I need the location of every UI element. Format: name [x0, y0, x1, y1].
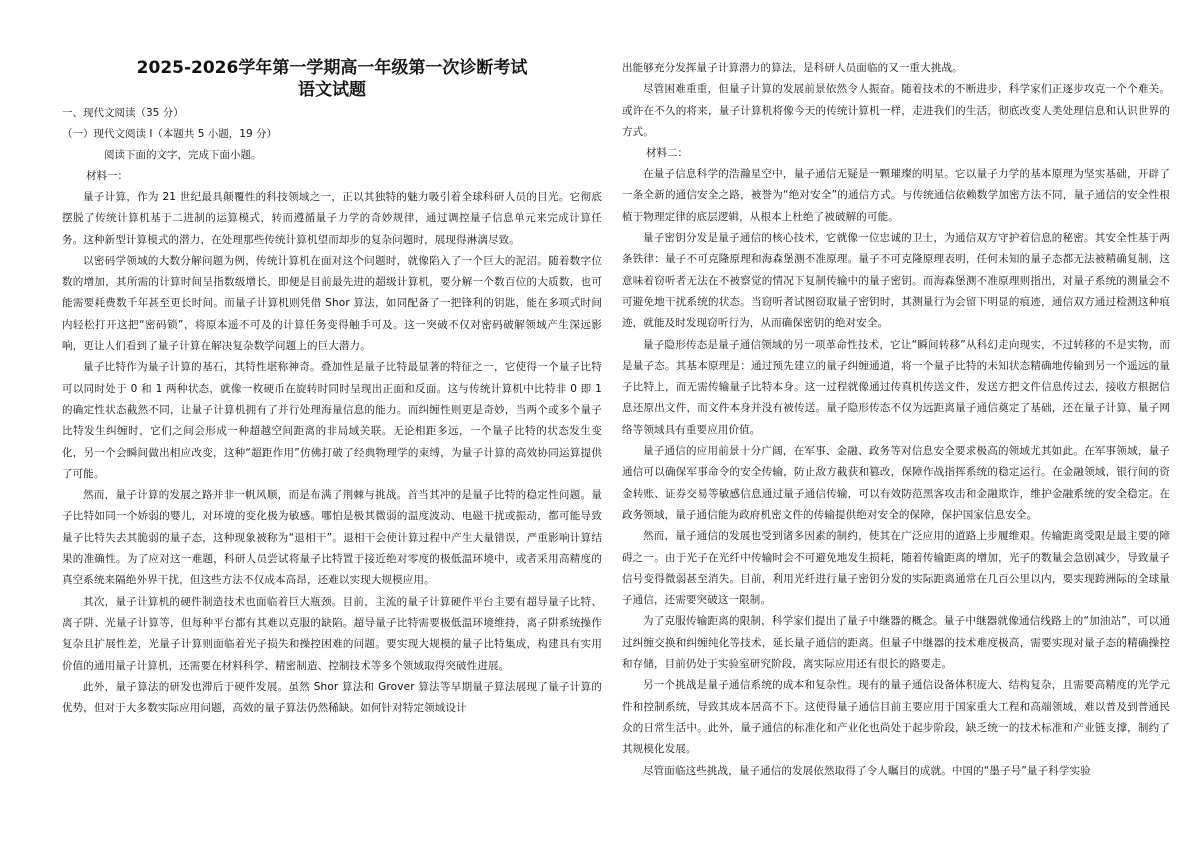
- paragraph: 量子计算，作为 21 世纪最具颠覆性的科技领域之一，正以其独特的魅力吸引着全球科研人员的目光。它彻底摆脱了传统计算机基于二进制的运算模式，转而遵循量子力学的奇妙规律，通过调控量子信息单元来完成计算任务。这种新型计算模式的潜力，在处理那些传统计算机望而却步的复杂问题时，展现得淋漓尽致。: [62, 191, 602, 246]
- material-one-label: 材料一：: [86, 170, 128, 182]
- exam-title: 2025-2026学年第一学期高一年级第一次诊断考试: [136, 58, 528, 78]
- paragraph: 然而，量子计算的发展之路并非一帆风顺，而是布满了荆棘与挑战。首当其冲的是量子比特的稳定性问题。量子比特如同一个娇弱的婴儿，对环境的变化极为敏感。哪怕是极其微弱的温度波动、电磁干扰或振动，都可能导致量子比特失去其脆弱的量子态，这种现象被称为“退相干”。退相干会使计算过程中产生大量错误，严重影响计算结果的准确性。为了应对这一难题，科研人员尝试将量子比特置于接近绝对零度的极低温环境中，或者采用高精度的真空系统来隔绝外界干扰，但这些方法不仅成本高昂，还难以实现大规模应用。: [62, 489, 602, 587]
- paragraph: 量子密钥分发是量子通信的核心技术，它就像一位忠诚的卫士，为通信双方守护着信息的秘密。其安全性基于两条铁律：量子不可克隆原理和海森堡测不准原理。量子不可克隆原理表明，任何未知的量子态都无法被精确复制，这意味着窃听者无法在不被察觉的情况下复制传输中的量子密钥。而海森堡测不准原理则指出，对量子系统的测量会不可避免地干扰系统的状态。当窃听者试图窃取量子密钥时，其测量行为会留下明显的痕迹，通信双方通过检测这种痕迹，就能及时发现窃听行为，从而确保密钥的绝对安全。: [622, 232, 1170, 330]
- left-body: [62, 103, 602, 719]
- paragraph: 尽管面临这些挑战，量子通信的发展依然取得了令人瞩目的成就。中国的“墨子号”量子科学实验: [643, 764, 1091, 777]
- paragraph-continued: 出能够充分发挥量子计算潜力的算法，是科研人员面临的又一重大挑战。: [622, 62, 963, 74]
- paragraph: 其次，量子计算机的硬件制造技术也面临着巨大瓶颈。目前，主流的量子计算硬件平台主要有超导量子比特、离子阱、光量子计算等，但每种平台都有其难以克服的缺陷。超导量子比特需要极低温环境维持，离子阱系统操作复杂且扩展性差，光量子计算则面临着光子损失和操控困难的问题。要实现大规模的量子比特集成，构建具有实用价值的通用量子计算机，还需要在材料科学、精密制造、控制技术等多个领域取得突破性进展。: [62, 595, 602, 672]
- paragraph: 为了克服传输距离的限制，科学家们提出了量子中继器的概念。量子中继器就像通信线路上的“加油站”，可以通过纠缠交换和纠缠纯化等技术，延长量子通信的距离。但量子中继器的技术难度极高，需要实现对量子态的精确操控和存储，目前仍处于实验室研究阶段，离实际应用还有很长的路要走。: [622, 615, 1170, 671]
- paragraph: 尽管困难重重，但量子计算的发展前景依然令人振奋。随着技术的不断进步，科学家们正逐步攻克一个个难关。或许在不久的将来，量子计算机将像今天的传统计算机一样，走进我们的生活，彻底改变人类处理信息和认识世界的方式。: [622, 83, 1170, 138]
- material-two-label: 材料二：: [646, 147, 688, 160]
- paragraph: 此外，量子算法的研发也滞后于硬件发展。虽然 Shor 算法和 Grover 算法等早期量子算法展现了量子计算的优势，但对于大多数实际应用问题，高效的量子算法仍然稀缺。如何针对特定领域设计: [62, 680, 602, 715]
- paragraph: 量子通信的应用前景十分广阔，在军事、金融、政务等对信息安全要求极高的领域尤其如此。在军事领域，量子通信可以确保军事命令的安全传输，防止敌方截获和篡改，保障作战指挥系统的稳定运行。在金融领域，银行间的资金转账、证券交易等敏感信息通过量子通信传输，可以有效防范黑客攻击和金融欺诈，维护金融系统的安全稳定。在政务领域，量子通信能为政府机密文件的传输提供绝对安全的保障，保护国家信息安全。: [622, 445, 1170, 521]
- subsection-heading: （一）现代文阅读 I（本题共 5 小题，19 分）: [62, 128, 277, 140]
- exam-subtitle: 语文试题: [298, 80, 366, 100]
- paragraph: 量子比特作为量子计算的基石，其特性堪称神奇。叠加性是量子比特最显著的特征之一，它使得一个量子比特可以同时处于 0 和 1 两种状态，就像一枚硬币在旋转时同时呈现出正面和反面。这与传统计算机中比特非 0 即 1 的确定性状态截然不同，让量子计算机拥有了并行处理海量信息的能力。而纠缠性则更是奇妙，当两个或多个量子比特发生纠缠时，它们之间会形成一种超越空间距离的非局域关联。无论相距多远，一个量子比特的状态发生变化，另一个会瞬间做出相应改变，这种“超距作用”仿佛打破了经典物理学的束缚，为量子计算的高效协同运算提供了可能。: [62, 361, 602, 480]
- paragraph: 量子隐形传态是量子通信领域的另一项革命性技术，它让“瞬间转移”从科幻走向现实，不过转移的不是实物，而是量子态。其基本原理是：通过预先建立的量子纠缠通道，将一个量子比特的未知状态精确地传输到另一个遥远的量子比特上，而无需传输量子比特本身。这一过程就像通过传真机传送文件，发送方把文件信息传过去，接收方根据信息还原出文件，而文件本身并没有被传送。量子隐形传态不仅为远距离量子通信奠定了基础，还在量子计算、量子网络等领域具有重要应用价值。: [622, 338, 1170, 436]
- paragraph: 在量子信息科学的浩瀚星空中，量子通信无疑是一颗璀璨的明星。它以量子力学的基本原理为坚实基础，开辟了一条全新的通信安全之路，被誉为“绝对安全”的通信方式。与传统通信依赖数学加密方法不同，量子通信的安全性根植于物理定律的底层逻辑，从根本上杜绝了被破解的可能。: [622, 168, 1170, 223]
- paragraph: 另一个挑战是量子通信系统的成本和复杂性。现有的量子通信设备体积庞大、结构复杂，且需要高精度的光学元件和控制系统，导致其成本居高不下。这使得量子通信目前主要应用于国家重大工程和高端领域，难以普及到普通民众的日常生活中。此外，量子通信的标准化和产业化也尚处于起步阶段，缺乏统一的技术标准和产业链支撑，制约了其规模化发展。: [622, 679, 1170, 756]
- paragraph: 以密码学领域的大数分解问题为例，传统计算机在面对这个问题时，就像陷入了一个巨大的泥沼。随着数字位数的增加，其所需的计算时间呈指数级增长，即便是目前最先进的超级计算机，要分解一个数百位的大质数，也可能需要耗费数千年甚至更长时间。而量子计算机则凭借 Shor 算法，如同配备了一把锋利的钥匙，能在多项式时间内轻松打开这把“密码锁”，将原本遥不可及的计算任务变得触手可及。这一突破不仅对密码破解领域产生深远影响，更让人们看到了量子计算在解决复杂数学问题上的巨大潜力。: [62, 254, 602, 353]
- paragraph: 然而，量子通信的发展也受到诸多因素的制约，使其在广泛应用的道路上步履维艰。传输距离受限是最主要的障碍之一。由于光子在光纤中传输时会不可避免地发生损耗，随着传输距离的增加，光子的数量会急剧减少，导致量子信号变得微弱甚至消失。目前，利用光纤进行量子密钥分发的实际距离通常在几百公里以内，要实现跨洲际的全球量子通信，还需要突破这一限制。: [622, 530, 1170, 607]
- instruction: 阅读下面的文字，完成下面小题。: [104, 149, 262, 161]
- section-heading: 一、现代文阅读（35 分）: [62, 107, 184, 119]
- right-column: [622, 58, 1170, 782]
